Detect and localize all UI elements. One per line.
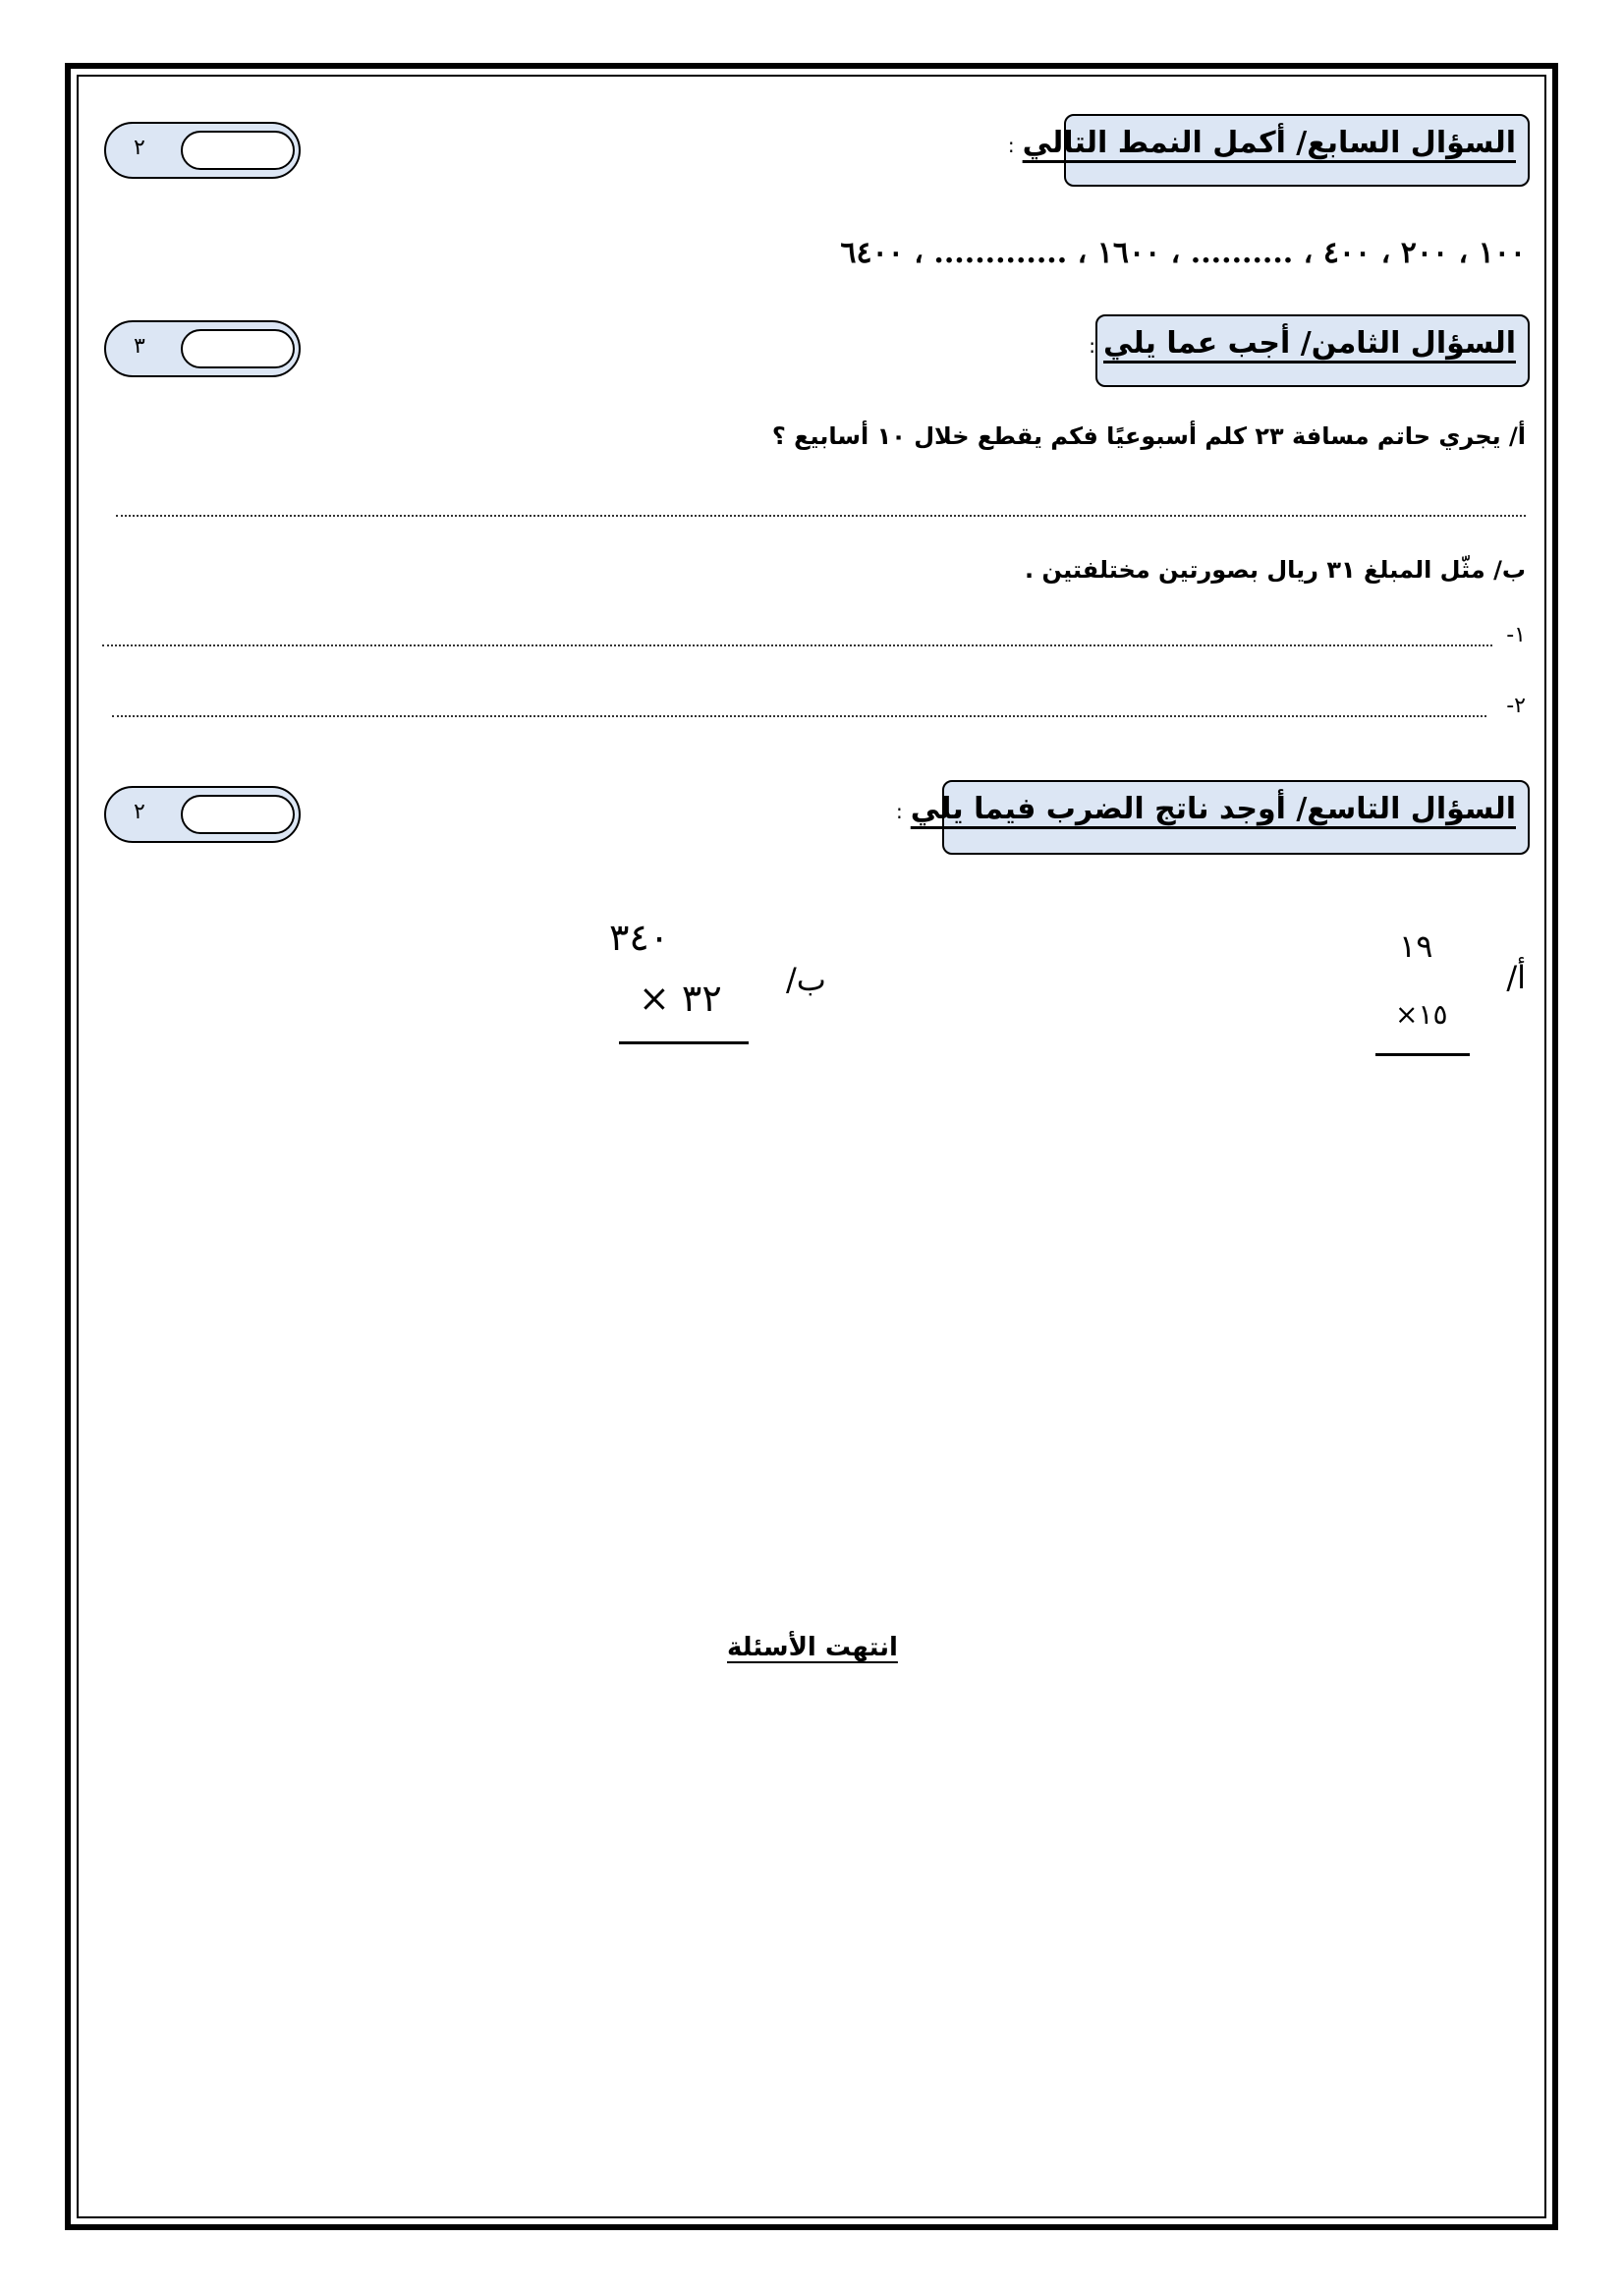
end-of-questions: انتهت الأسئلة	[727, 1633, 898, 1662]
question-7-score-box	[104, 122, 301, 179]
question-7-title: السؤال السابع/ أكمل النمط التالي:	[1064, 114, 1530, 187]
answer-item-1-label: ١-	[1506, 623, 1526, 647]
problem-a-label: أ/	[1506, 959, 1526, 996]
problem-a-rule	[1375, 1053, 1470, 1056]
answer-line-1	[102, 644, 1492, 646]
page-border-inner	[77, 75, 1546, 2218]
question-7-score: ٢	[134, 136, 145, 160]
answer-line-a	[116, 515, 1526, 517]
answer-item-2-label: ٢-	[1506, 694, 1526, 718]
question-9-score-box	[104, 786, 301, 843]
question-8-title: السؤال الثامن/ أجب عما يلي:	[1095, 314, 1530, 387]
problem-b-multiplier: ٣٢ ×	[639, 977, 722, 1020]
question-8-part-b: ب/ مثّل المبلغ ٣١ ريال بصورتين مختلفتين .	[1025, 556, 1526, 584]
problem-b-rule	[619, 1041, 749, 1044]
question-9-score: ٢	[134, 800, 145, 824]
answer-line-2	[112, 715, 1486, 717]
question-9-title: السؤال التاسع/ أوجد ناتج الضرب فيما يلي:	[942, 780, 1530, 855]
question-8-score: ٣	[134, 334, 145, 359]
problem-a-multiplier: ١٥×	[1395, 998, 1448, 1031]
problem-b-label: ب/	[786, 961, 826, 998]
problem-b-multiplicand: ٣٤٠	[609, 916, 670, 959]
question-8-score-box	[104, 320, 301, 377]
question-8-part-a: أ/ يجري حاتم مسافة ٢٣ كلم أسبوعيًا فكم يقطع خلال ١٠ أسابيع ؟	[771, 422, 1526, 450]
problem-a-multiplicand: ١٩	[1399, 927, 1433, 965]
pattern-sequence: ١٠٠ ، ٢٠٠ ، ٤٠٠ ، .......... ، ١٦٠٠ ، ............. ، ٦٤٠٠	[840, 236, 1526, 270]
